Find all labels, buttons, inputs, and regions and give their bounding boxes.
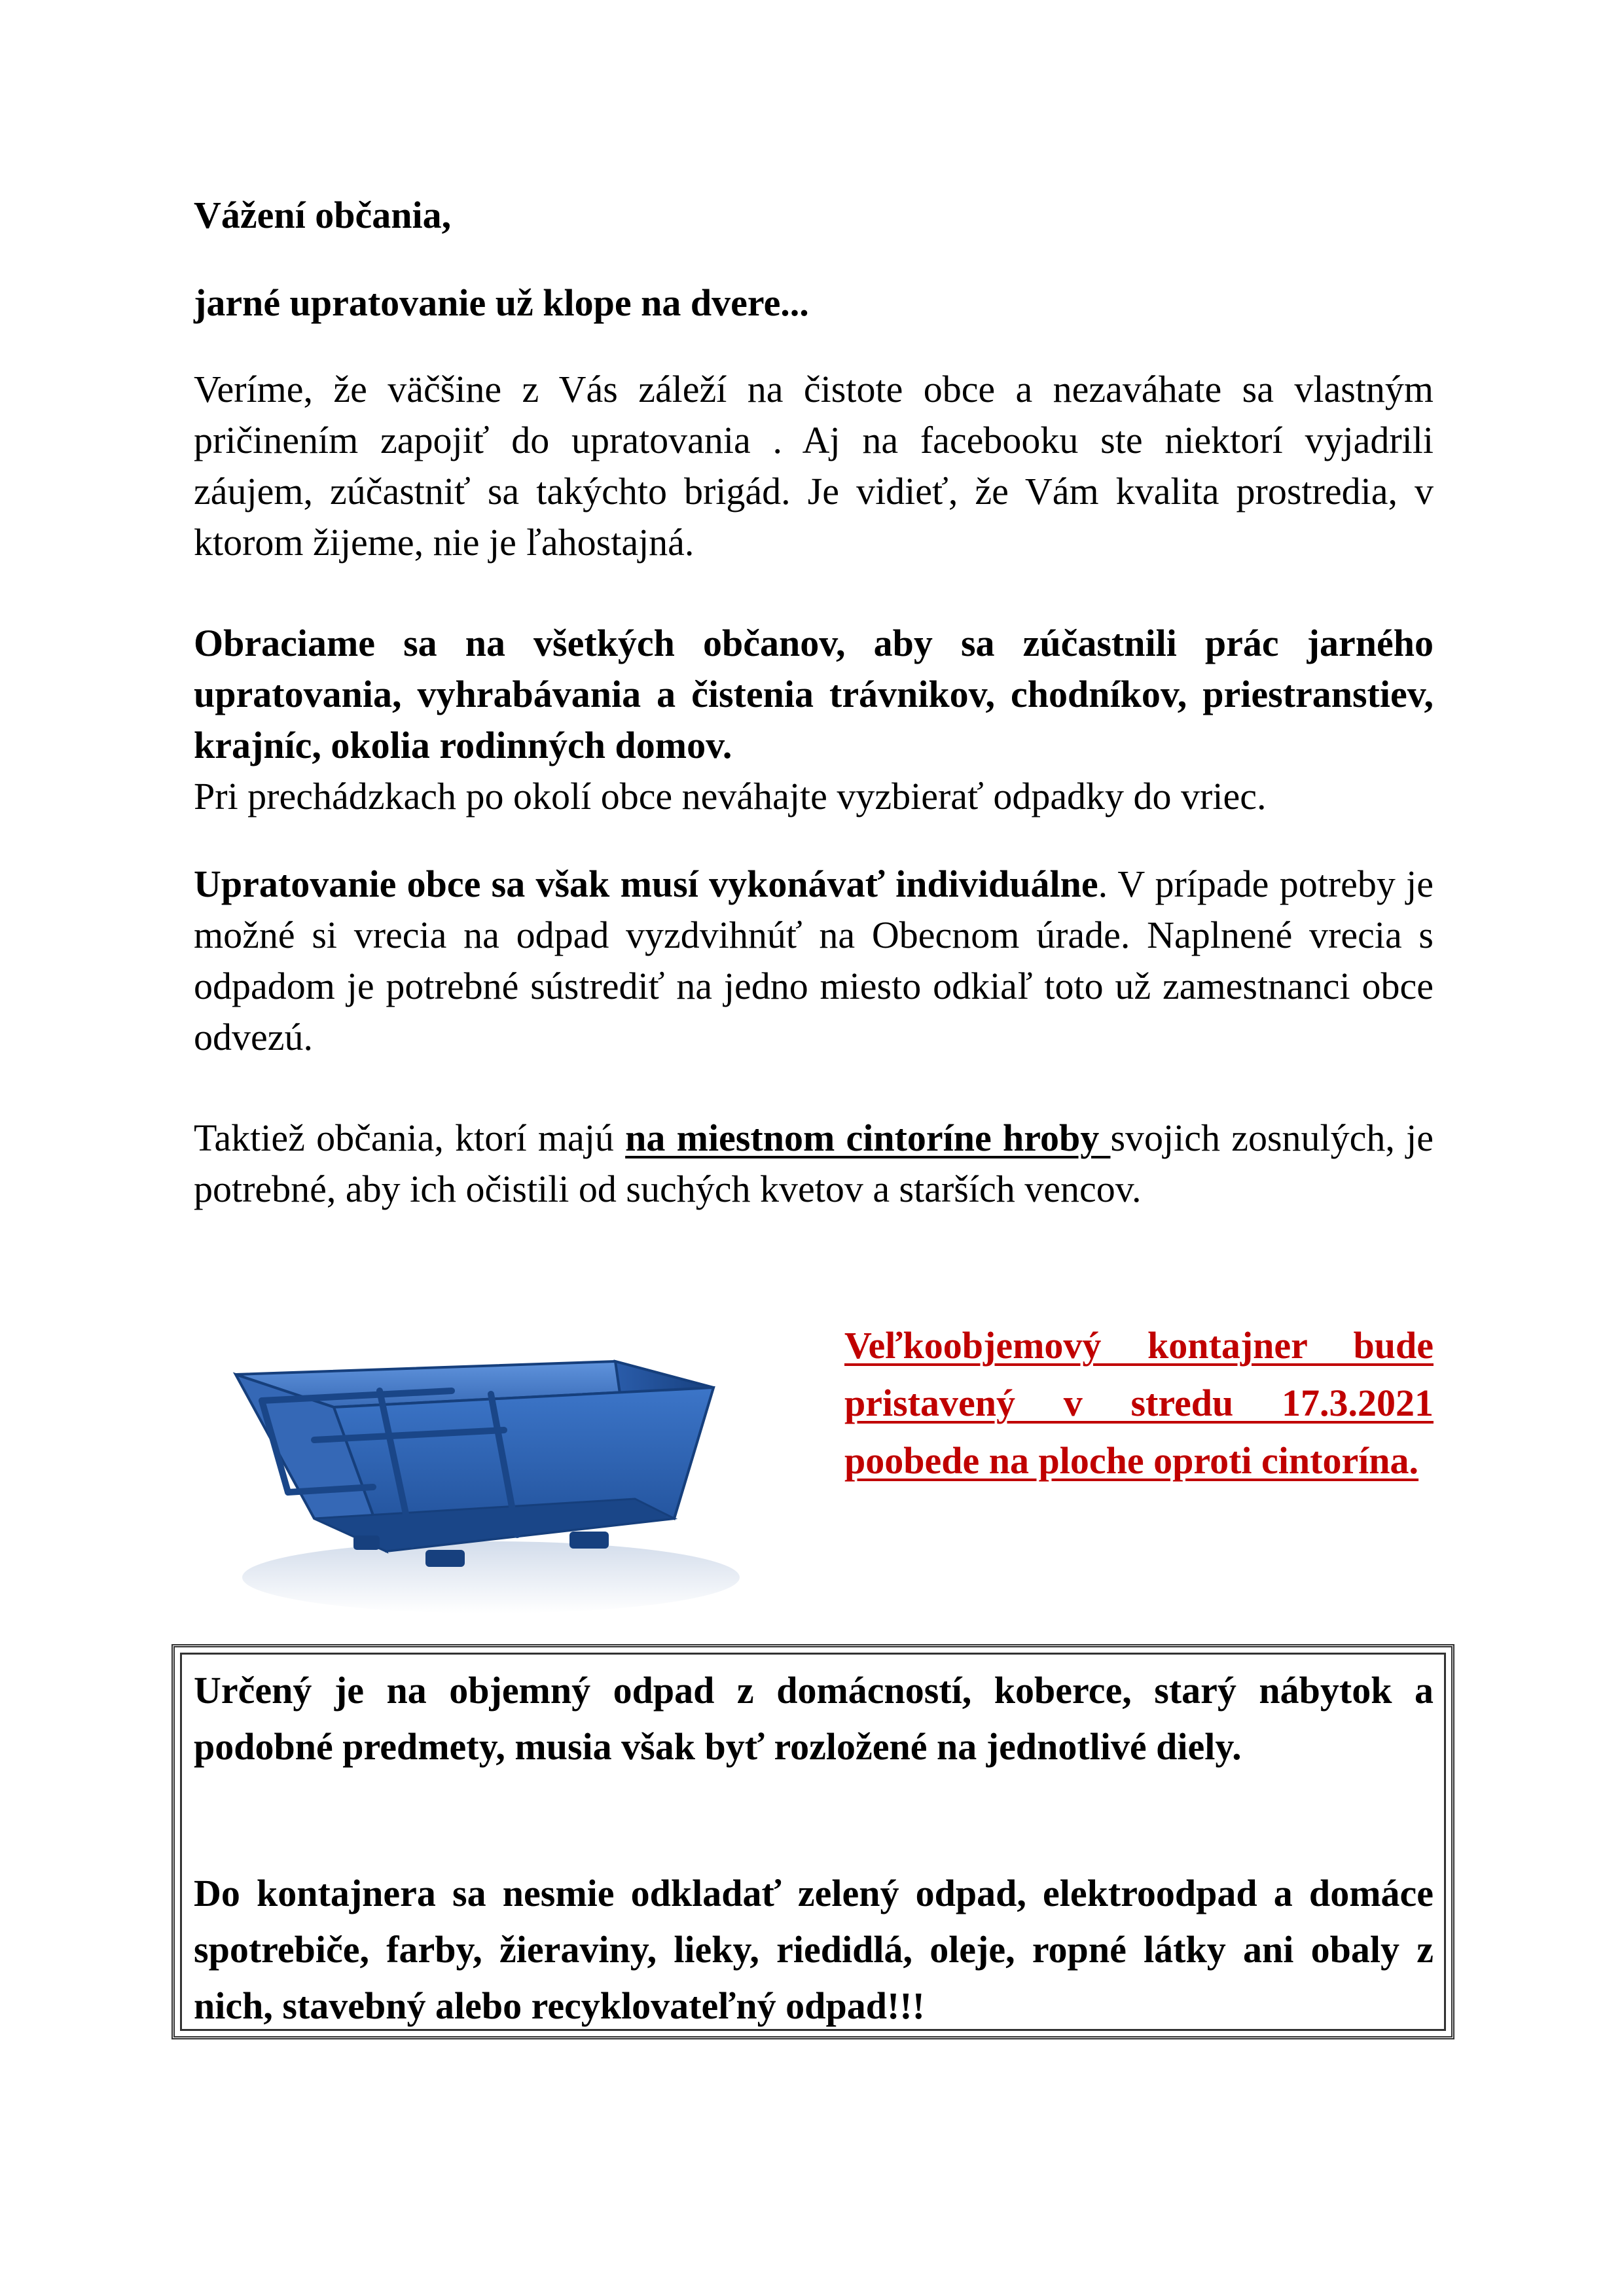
info-box-forbidden-text: Do kontajnera sa nesmie odkladať zelený odpad, elektroodpad a domáce spotrebiče, farby, žieraviny, lieky, riedidlá, oleje, ropné látky ani obaly z nich, stavebný alebo recyklovateľný odpad!!!: [194, 1872, 1434, 2027]
paragraph-individual-normal: . V prípade potreby je možné si vrecia na odpad vyzdvihnúť na Obecnom úrade. Naplnené vrecia s odpadom je potrebné sústrediť na jedno miesto odkiaľ toto už zamestnanci obce odvezú.: [194, 863, 1434, 1058]
paragraph-cemetery: [194, 1113, 1434, 1215]
greeting: Vážení občania,: [194, 194, 452, 236]
paragraph-cemetery-after: svojich zosnulých, je potrebné, aby ich očistili od suchých kvetov a starších vencov.: [194, 1117, 1434, 1210]
skip-container-icon: [216, 1302, 766, 1623]
paragraph-cemetery-underlined: na miestnom cintoríne hroby: [625, 1117, 1111, 1159]
container-notice: Veľkoobjemový kontajner bude pristavený v stredu 17.3.2021 poobede na ploche oproti cintorína.: [844, 1324, 1434, 1482]
paragraph-cemetery-before: Taktiež občania, ktorí majú: [194, 1117, 626, 1159]
paragraph-intro: Veríme, že väčšine z Vás záleží na čistote obce a nezaváhate sa vlastným pričinením zapojiť do upratovania . Aj na facebooku ste niektorí vyjadrili záujem, zúčastniť sa takýchto brigád. Je vidieť, že Vám kvalita prostredia, v ktorom žijeme, nie je ľahostajná.: [194, 368, 1434, 564]
subtitle: jarné upratovanie už klope na dvere...: [194, 281, 809, 324]
paragraph-appeal-normal: Pri prechádzkach po okolí obce neváhajte vyzbierať odpadky do vriec.: [194, 775, 1267, 817]
paragraph-individual: [194, 859, 1434, 1063]
paragraph-appeal: [194, 618, 1434, 822]
paragraph-individual-bold: Upratovanie obce sa však musí vykonávať individuálne: [194, 863, 1098, 905]
info-box-allowed-text: Určený je na objemný odpad z domácností, koberce, starý nábytok a podobné predmety, musia však byť rozložené na jednotlivé diely.: [194, 1669, 1434, 1768]
paragraph-appeal-bold: Obraciame sa na všetkých občanov, aby sa zúčastnili prác jarného upratovania, vyhrabávania a čistenia trávnikov, chodníkov, priestranstiev, krajníc, okolia rodinných domov.: [194, 622, 1434, 766]
